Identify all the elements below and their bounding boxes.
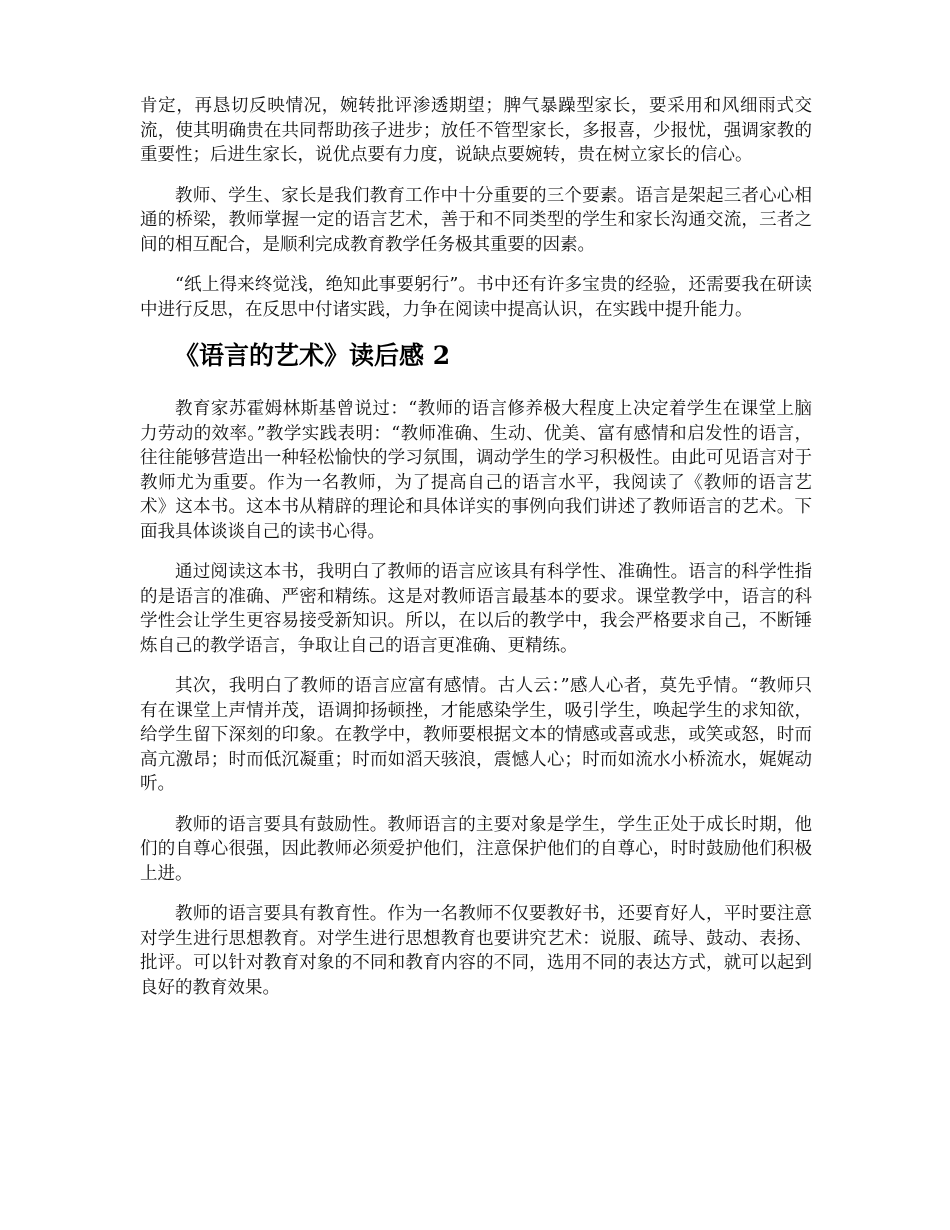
section-title: 《语言的艺术》读后感 2 xyxy=(174,341,451,370)
paragraph-body-2: 通过阅读这本书，我明白了教师的语言应该具有科学性、准确性。语言的科学性指的是语言的准确、严密和精练。这是对教师语言最基本的要求。课堂教学中，语言的科学性会让学生更容易接受新知识。所以，在以后的教学中，我会严格要求自己，不断锤炼自己的教学语言，争取让自己的语言更准确、更精练。 xyxy=(140,562,812,656)
paragraph-intro-3: “纸上得来终觉浅，绝知此事要躬行”。书中还有许多宝贵的经验，还需要我在研读中进行反思，在反思中付诸实践，力争在阅读中提高认识，在实践中提升能力。 xyxy=(140,275,812,320)
paragraph-intro-2: 教师、学生、家长是我们教育工作中十分重要的三个要素。语言是架起三者心心相通的桥梁，教师掌握一定的语言艺术，善于和不同类型的学生和家长沟通交流，三者之间的相互配合，是顺利完成教育教学任务极其重要的因素。 xyxy=(140,185,812,255)
document-body xyxy=(140,94,812,1016)
paragraph-body-4: 教师的语言要具有鼓励性。教师语言的主要对象是学生，学生正处于成长时期，他们的自尊心很强，因此教师必须爱护他们，注意保护他们的自尊心，时时鼓励他们积极上进。 xyxy=(140,814,812,884)
paragraph-body-1: 教育家苏霍姆林斯基曾说过：“教师的语言修养极大程度上决定着学生在课堂上脑力劳动的效率。”教学实践表明：“教师准确、生动、优美、富有感情和启发性的语言，往往能够营造出一种轻松愉快的学习氛围，调动学生的学习积极性。由此可见语言对于教师尤为重要。作为一名教师，为了提高自己的语言水平，我阅读了《教师的语言艺术》这本书。这本书从精辟的理论和具体详实的事例向我们讲述了教师语言的艺术。下面我具体谈谈自己的读书心得。 xyxy=(140,399,812,542)
paragraph-body-5: 教师的语言要具有教育性。作为一名教师不仅要教好书，还要育好人，平时要注意对学生进行思想教育。对学生进行思想教育也要讲究艺术：说服、疏导、鼓动、表扬、批评。可以针对教育对象的不同和教育内容的不同，选用不同的表达方式，就可以起到良好的教育效果。 xyxy=(140,904,812,998)
paragraph-body-3: 其次，我明白了教师的语言应富有感情。古人云：”感人心者，莫先乎情。“教师只有在课堂上声情并茂，语调抑扬顿挫，才能感染学生，吸引学生，唤起学生的求知欲，给学生留下深刻的印象。在教学中，教师要根据文本的情感或喜或悲，或笑或怒，时而高亢激昂；时而低沉凝重；时而如滔天骇浪，震憾人心；时而如流水小桥流水，娓娓动听。 xyxy=(140,676,812,794)
paragraph-intro-1: 肯定，再恳切反映情况，婉转批评渗透期望；脾气暴躁型家长，要采用和风细雨式交流，使其明确贵在共同帮助孩子进步；放任不管型家长，多报喜，少报忧，强调家教的重要性；后进生家长，说优点要有力度，说缺点要婉转，贵在树立家长的信心。 xyxy=(140,96,812,165)
